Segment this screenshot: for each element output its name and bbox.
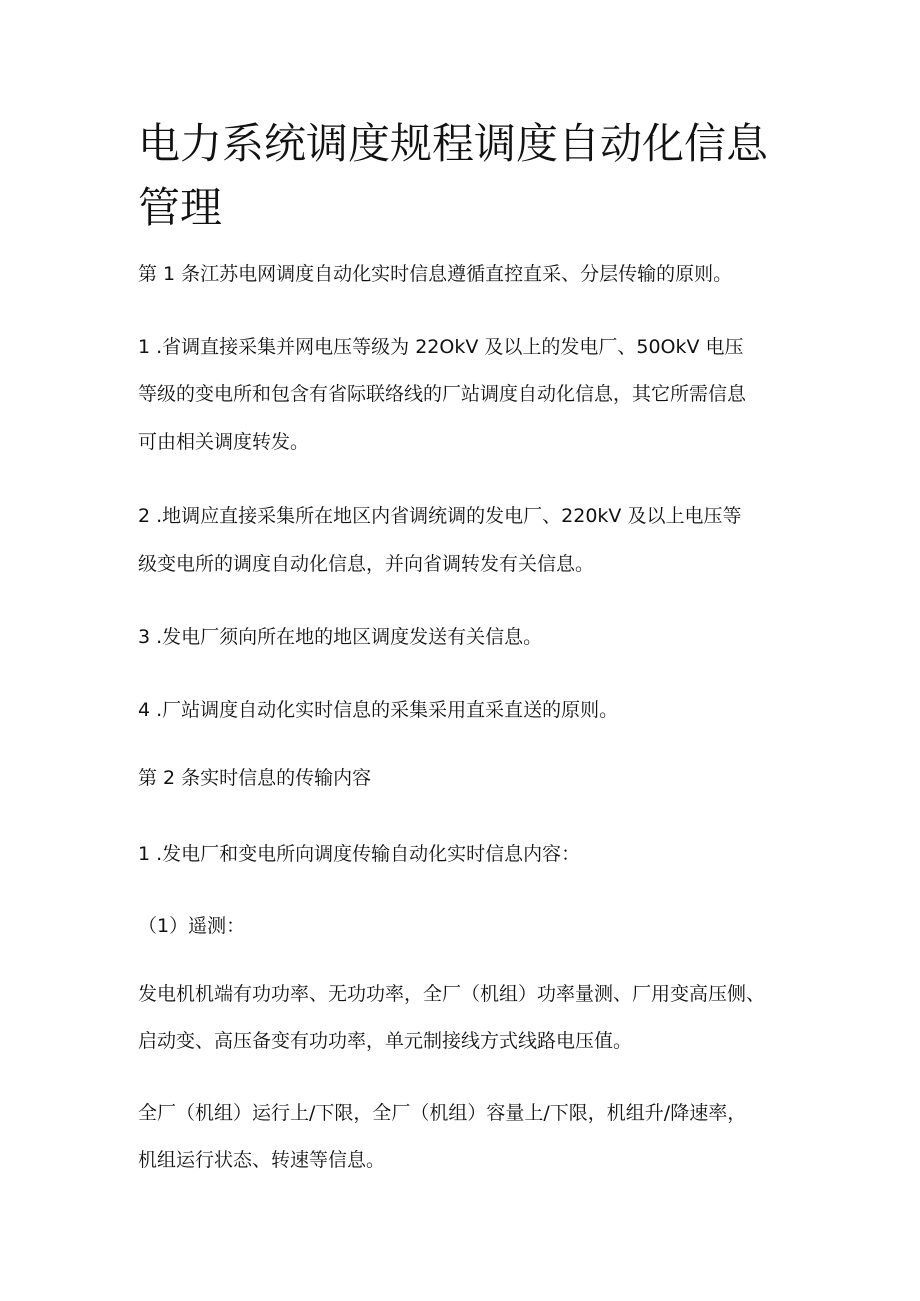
article-2-item-1: 1 .发电厂和变电所向调度传输自动化实时信息内容： — [138, 843, 581, 865]
telemetry-line-1: 发电机机端有功功率、无功功率，全厂（机组）功率量测、厂用变高压侧、 — [138, 983, 766, 1005]
telemetry-line-3: 全厂（机组）运行上/下限，全厂（机组）容量上/下限，机组升/降速率， — [138, 1102, 747, 1124]
telemetry-line-4: 机组运行状态、转速等信息。 — [138, 1149, 386, 1171]
article-1-heading: 第 1 条江苏电网调度自动化实时信息遵循直控直采、分层传输的原则。 — [138, 263, 733, 285]
subitem-telemetry: （1）遥测： — [138, 915, 246, 937]
item-3: 3 .发电厂须向所在地的地区调度发送有关信息。 — [138, 626, 543, 648]
item-2-line-1: 2 .地调应直接采集所在地区内省调统调的发电厂、220kV 及以上电压等 — [138, 505, 742, 527]
document-title: 电力系统调度规程调度自动化信息管理 — [138, 119, 769, 232]
item-2-line-2: 级变电所的调度自动化信息，并向省调转发有关信息。 — [138, 553, 595, 575]
item-4: 4 .厂站调度自动化实时信息的采集采用直采直送的原则。 — [138, 699, 619, 721]
item-1-line-2: 等级的变电所和包含有省际联络线的厂站调度自动化信息，其它所需信息 — [138, 383, 747, 405]
item-1-line-3: 可由相关调度转发。 — [138, 431, 310, 453]
telemetry-line-2: 启动变、高压备变有功功率，单元制接线方式线路电压值。 — [138, 1030, 633, 1052]
article-2-heading: 第 2 条实时信息的传输内容 — [138, 767, 372, 789]
item-1-line-1: 1 .省调直接采集并网电压等级为 22OkV 及以上的发电厂、50OkV 电压 — [138, 336, 744, 358]
